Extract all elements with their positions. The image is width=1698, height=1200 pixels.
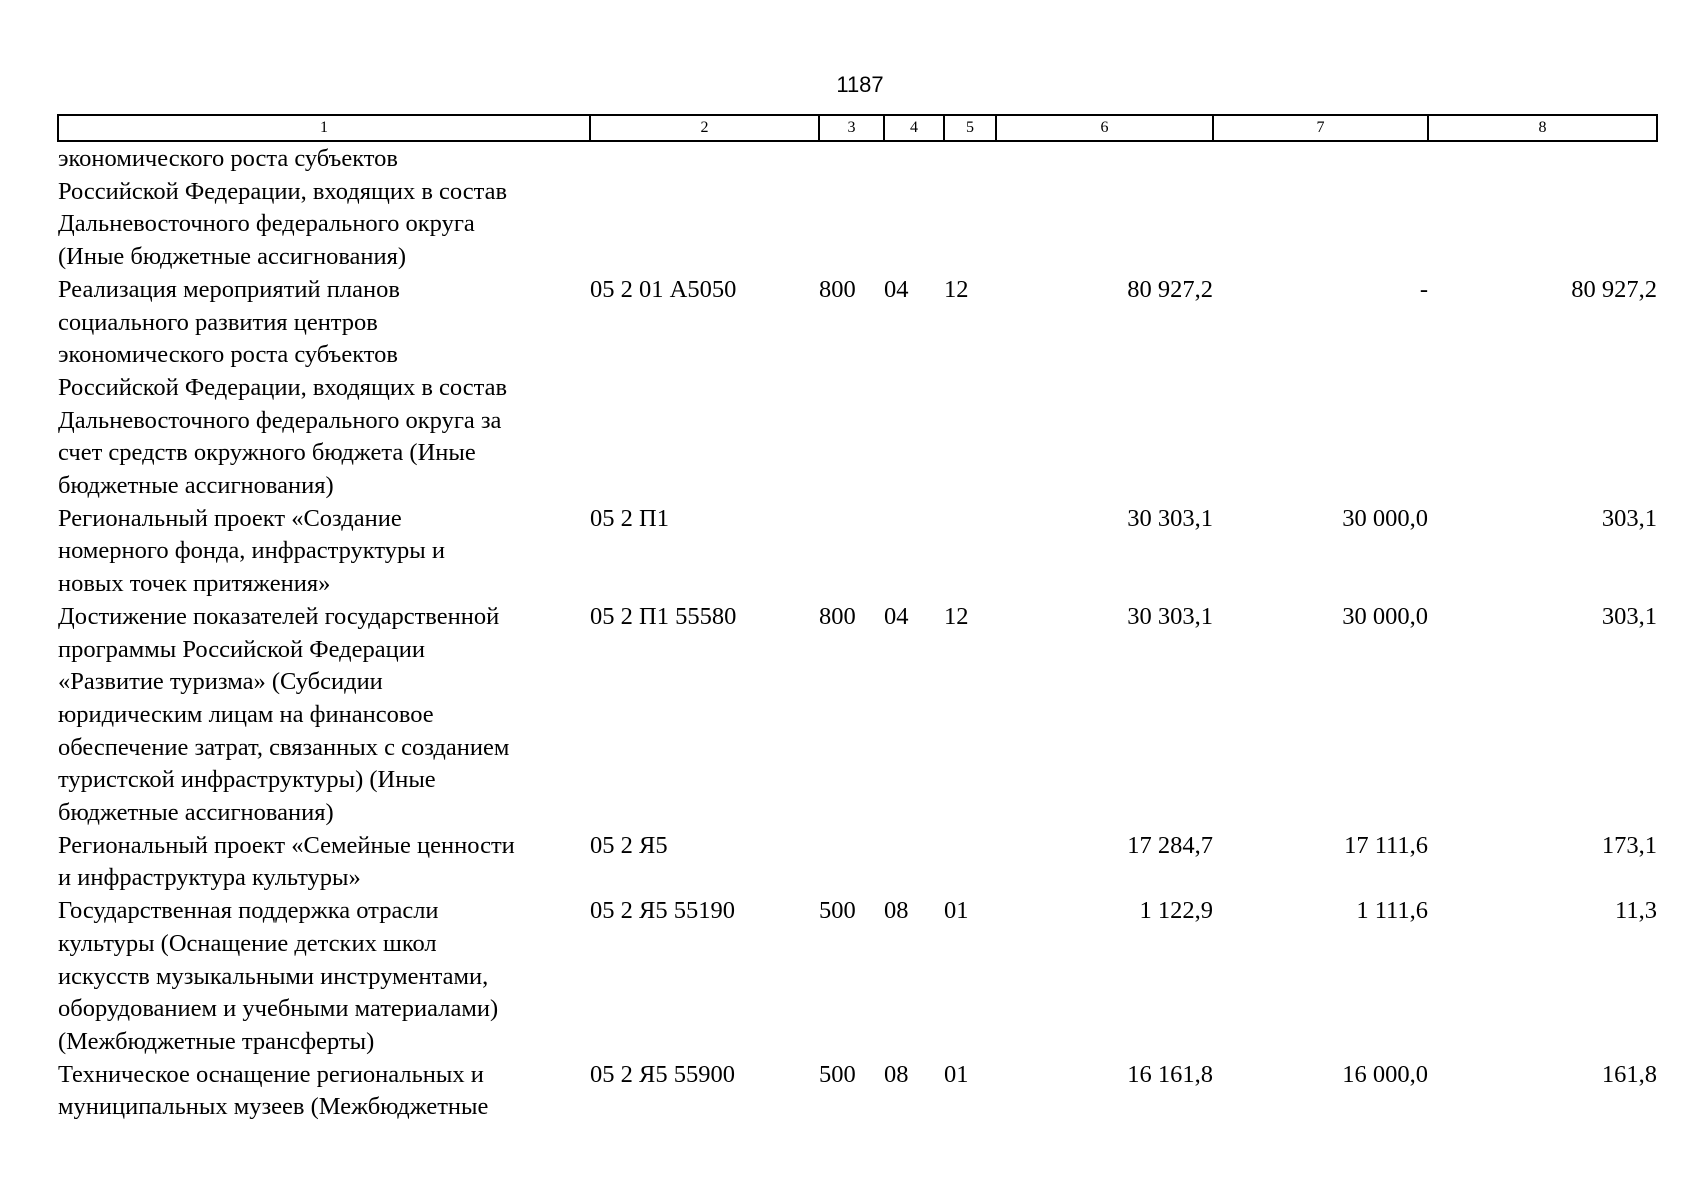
- budget-code: [590, 141, 819, 274]
- amount-total: 30 303,1: [1127, 504, 1213, 532]
- item-name-line: оборудованием и учебными материалами): [58, 995, 499, 1023]
- item-name-line: и инфраструктура культуры»: [58, 864, 361, 892]
- item-name-line: Российской Федерации, входящих в состав: [58, 373, 508, 401]
- amount-regional: 161,8: [1601, 1060, 1657, 1088]
- table-body: [58, 141, 1657, 1124]
- subsection-code: [944, 503, 996, 601]
- budget-code: 05 2 Я5 55190: [590, 897, 735, 925]
- item-name-line: бюджетные ассигнования): [58, 799, 334, 827]
- table-row: [58, 1059, 1657, 1124]
- budget-code: 05 2 Я5: [590, 831, 668, 859]
- column-number-2: 2: [590, 115, 819, 141]
- table-row: [58, 141, 1657, 274]
- amount-regional: 11,3: [1615, 897, 1657, 925]
- item-name: [58, 830, 590, 895]
- section-code: [884, 141, 944, 274]
- amount-federal: 16 000,0: [1342, 1060, 1428, 1088]
- subsection-code: 12: [944, 275, 969, 303]
- item-name-line: Техническое оснащение региональных и: [58, 1060, 484, 1088]
- item-name-line: Достижение показателей государственной: [58, 602, 500, 630]
- amount-total: [996, 141, 1213, 274]
- item-name-line: социального развития центров: [58, 308, 378, 336]
- budget-code: 05 2 Я5 55900: [590, 1060, 735, 1088]
- column-number-7: 7: [1213, 115, 1428, 141]
- item-name-line: культуры (Оснащение детских школ: [58, 929, 437, 957]
- item-name-line: программы Российской Федерации: [58, 635, 425, 663]
- item-name-line: (Иные бюджетные ассигнования): [58, 243, 407, 271]
- table-row: [58, 830, 1657, 895]
- item-name-line: Дальневосточного федерального округа за: [58, 406, 502, 434]
- section-code: [884, 503, 944, 601]
- page-number: 1187: [836, 72, 884, 97]
- item-name-line: муниципальных музеев (Межбюджетные: [58, 1093, 489, 1121]
- item-name: [58, 274, 590, 503]
- amount-regional: 173,1: [1601, 831, 1657, 859]
- item-name: [58, 601, 590, 830]
- item-name-line: юридическим лицам на финансовое: [58, 700, 434, 728]
- item-name-line: искусств музыкальными инструментами,: [58, 962, 489, 990]
- item-name-line: туристской инфраструктуры) (Иные: [58, 766, 436, 794]
- table-row: [58, 895, 1657, 1059]
- amount-federal: 17 111,6: [1344, 831, 1428, 859]
- column-number-5: 5: [944, 115, 996, 141]
- section-code: 04: [884, 602, 909, 630]
- amount-regional: 303,1: [1601, 602, 1657, 630]
- item-name-line: экономического роста субъектов: [58, 341, 398, 369]
- table-row: [58, 503, 1657, 601]
- amount-federal: -: [1419, 275, 1428, 303]
- column-number-8: 8: [1428, 115, 1657, 141]
- item-name-line: счет средств окружного бюджета (Иные: [58, 439, 476, 467]
- item-name-line: Реализация мероприятий планов: [58, 275, 400, 303]
- amount-total: 30 303,1: [1127, 602, 1213, 630]
- expense-type-code: 800: [819, 275, 856, 303]
- amount-total: 17 284,7: [1127, 831, 1213, 859]
- column-number-header-row: [58, 115, 1657, 141]
- expense-type-code: 800: [819, 602, 856, 630]
- item-name-line: Региональный проект «Семейные ценности: [58, 831, 515, 859]
- amount-total: 1 122,9: [1139, 897, 1213, 925]
- amount-regional: [1428, 141, 1657, 274]
- amount-total: 80 927,2: [1127, 275, 1213, 303]
- amount-federal: 1 111,6: [1356, 897, 1428, 925]
- item-name-line: (Межбюджетные трансферты): [58, 1027, 375, 1055]
- amount-federal: 30 000,0: [1342, 504, 1428, 532]
- item-name: [58, 141, 590, 274]
- item-name-line: экономического роста субъектов: [58, 145, 398, 172]
- item-name-line: Дальневосточного федерального округа: [58, 210, 475, 238]
- item-name: [58, 503, 590, 601]
- item-name-line: новых точек притяжения»: [58, 570, 331, 598]
- amount-federal: 30 000,0: [1342, 602, 1428, 630]
- budget-code: 05 2 01 А5050: [590, 275, 737, 303]
- table-row: [58, 601, 1657, 830]
- section-code: 04: [884, 275, 909, 303]
- expense-type-code: 500: [819, 1060, 856, 1088]
- item-name: [58, 1059, 590, 1124]
- expense-type-code: 500: [819, 897, 856, 925]
- item-name-line: «Развитие туризма» (Субсидии: [58, 668, 383, 696]
- subsection-code: 12: [944, 602, 969, 630]
- budget-code: 05 2 П1 55580: [590, 602, 737, 630]
- budget-code: 05 2 П1: [590, 504, 669, 532]
- table-row: [58, 274, 1657, 503]
- amount-total: 16 161,8: [1127, 1060, 1213, 1088]
- subsection-code: 01: [944, 897, 969, 925]
- item-name-line: Государственная поддержка отрасли: [58, 897, 439, 925]
- item-name-line: обеспечение затрат, связанных с созданием: [58, 733, 510, 761]
- expense-type-code: [819, 830, 884, 895]
- expense-type-code: [819, 503, 884, 601]
- subsection-code: 01: [944, 1060, 969, 1088]
- item-name: [58, 895, 590, 1059]
- item-name-line: номерного фонда, инфраструктуры и: [58, 537, 445, 565]
- section-code: 08: [884, 897, 909, 925]
- amount-regional: 80 927,2: [1571, 275, 1657, 303]
- section-code: 08: [884, 1060, 909, 1088]
- amount-regional: 303,1: [1601, 504, 1657, 532]
- subsection-code: [944, 830, 996, 895]
- column-number-3: 3: [819, 115, 884, 141]
- column-number-6: 6: [996, 115, 1213, 141]
- amount-federal: [1213, 141, 1428, 274]
- budget-table: [57, 114, 1658, 1124]
- item-name-line: Региональный проект «Создание: [58, 504, 402, 532]
- item-name-line: бюджетные ассигнования): [58, 472, 334, 500]
- expense-type-code: [819, 141, 884, 274]
- subsection-code: [944, 141, 996, 274]
- section-code: [884, 830, 944, 895]
- column-number-4: 4: [884, 115, 944, 141]
- column-number-1: 1: [58, 115, 590, 141]
- item-name-line: Российской Федерации, входящих в состав: [58, 177, 508, 205]
